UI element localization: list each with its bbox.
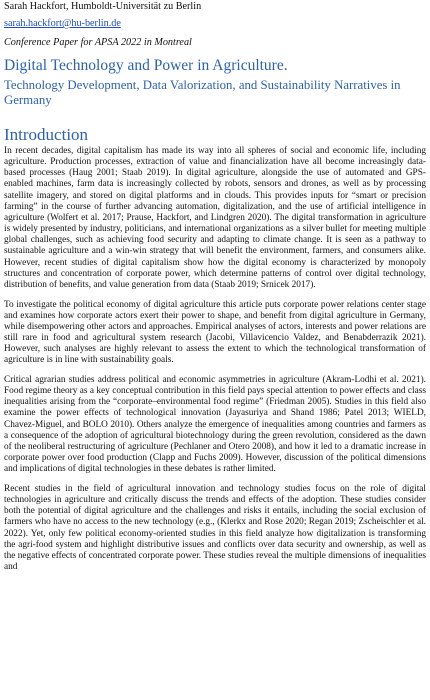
paper-title: Digital Technology and Power in Agriculture. — [4, 57, 288, 74]
conference-note: Conference Paper for APSA 2022 in Montreal — [4, 37, 192, 48]
section-heading-introduction: Introduction — [4, 125, 89, 144]
intro-paragraph-3: Critical agrarian studies address political and economic asymmetries in agriculture (Akram-Lodhi et al. 2021). Food regime theory as a key conceptual contribution in this field pays special attention to power effects and class inequalities arising from the “corporate–environmental food regime” (Friedman 2005). Studies in this field also examine the power effects of technological innovation (Jayasuriya and Shand 1986; Patel 2013; WIELD, Chavez-Miguel, and BOLO 2010). Others analyze the emergence of inequalities among countries and farmers as a consequence of the adoption of agricultural biotechnology during the green revolution, considered as the dawn of the neoliberal restructuring of agriculture (Pechlaner and Otero 2008), and how it led to a dramatic increase in corporate power over food production (Clapp and Fuchs 2009). However, discussion of the political dimensions and implications of digital technologies in these debates is rather limited. — [4, 374, 426, 475]
author-affiliation: Sarah Hackfort, Humboldt-Universität zu Berlin — [4, 1, 202, 12]
paper-subtitle: Technology Development, Data Valorization, and Sustainability Narratives in Germany — [4, 78, 401, 107]
intro-paragraph-4: Recent studies in the field of agricultural innovation and technology studies focus on the role of digital technologies in agriculture and critically discuss the trends and effects of the adoption. These studies consider both the potential of digital agriculture and the challenges and risks it entails, including the social exclusion of farmers who have no access to the new technology (e.g., (Klerkx and Rose 2020; Regan 2019; Zscheischler et al. 2022). Yet, only few political economy-oriented studies in this field analyze how digitalization is transforming the agri-food system and highlight distributive issues and conflicts over data security and ownership, as well as the negative effects of concentrated corporate power. These studies reveal the multiple dimensions of inequalities and — [4, 483, 426, 572]
intro-paragraph-2: To investigate the political economy of digital agriculture this article puts corporate power relations center stage and examines how corporate actors exert their power to shape, and benefit from digital agriculture in Germany, while disempowering other actors and approaches. Empirical analyses of actors, interests and power relations are still rare in food and agricultural system research (Jacobi, Villavicencio Valdez, and Benabderrazik 2021). However, such analyses are highly relevant to assess the extent to which the technological transformation of agriculture is in line with sustainability goals. — [4, 299, 426, 366]
intro-paragraph-1: In recent decades, digital capitalism has made its way into all spheres of social and economic life, including agriculture. Production processes, extraction of value and financialization have all become increasingly data-based processes (Haug 2001; Staab 2019). In digital agriculture, alongside the use of automated and GPS-enabled machines, farm data is increasingly collected by robots, sensors and drones, as well as by processing satellite imagery, and stored on digital platforms and in clouds. This provides inputs for “smart or precision farming” in the course of further advancing automation, digitalization, and the use of artificial intelligence in agriculture (Wolfert et al. 2017; Prause, Hackfort, and Lindgren 2020). The digital transformation in agriculture is widely presented by industry, politicians, and international organizations as a silver bullet for meeting multiple global challenges, such as achieving food security and adapting to climate change. It is seen as a pathway to sustainable agriculture and a win-win strategy that will benefit the environment, farmers, and consumers alike. However, recent studies of digital capitalism show how the digital economy is characterized by monopoly structures and concentration of corporate power, which determine patterns of control over digital technology, distribution of benefits, and value generation from data (Staab 2019; Srnicek 2017). — [4, 146, 426, 290]
author-email-link[interactable]: sarah.hackfort@hu-berlin.de — [4, 18, 121, 29]
